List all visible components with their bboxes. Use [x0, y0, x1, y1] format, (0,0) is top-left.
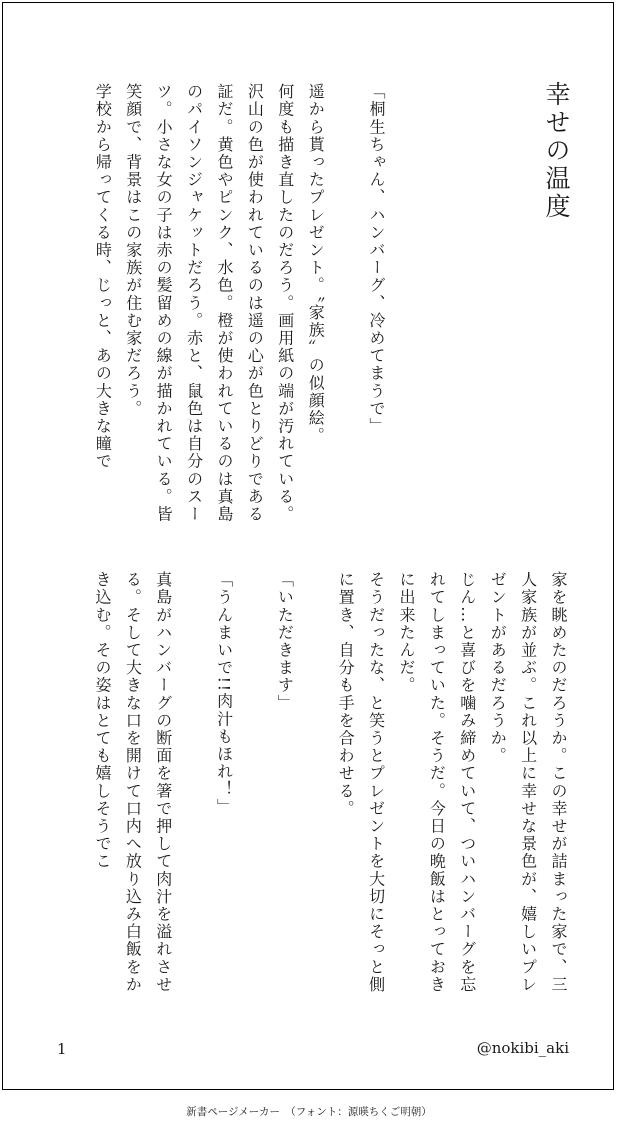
paragraph: 「うんまいで!!肉汁もほれ！」 — [214, 571, 234, 816]
paragraph: 真島がハンバーグの断面を箸で押して肉汁を溢れさせる。そして大きな口を開けて口内へ放り込み白飯をかき込む。その姿はとても嬉しそうでこ — [92, 571, 173, 994]
author-handle: @nokibi_aki — [476, 1039, 569, 1057]
blank-line — [178, 571, 208, 1006]
blank-line — [239, 571, 269, 1006]
paragraph: 家を眺めたのだろうか。この幸せが詰まった家で、三人家族が並ぶ。これ以上に幸せな景色が、嬉しいプレゼントがあるだろうか。 — [488, 571, 568, 994]
blank-line — [330, 83, 360, 528]
footer-credit: 新書ページメーカー （フォント：源暎ちくご明朝） — [186, 1106, 432, 1118]
paragraph: 何度も描き直したのだろう。画用紙の端が汚れている。沢山の色が使われているのは遥の心が色とりどりである証だ。黄色やピンク、水色。橙が使われているのは真島のパイソンジャケットだろう。赤と、鼠色は自分のスーツ。小さな女の子は赤の髪留めの線が描かれている。皆笑顔で、背景はこの家族が住む家だろう。 — [123, 83, 295, 523]
paragraph: じん…と喜びを噛み締めていて、ついハンバーグを忘れてしまっていた。そうだ。今日の晩飯はとっておきに出来たんだ。 — [396, 571, 477, 994]
paragraph: 学校から帰ってくる時、じっと、あの大きな瞳で — [93, 83, 113, 471]
manuscript-page — [2, 2, 614, 1090]
paragraph: そうだったな、と笑うとプレゼントを大切にそっと側に置き、自分も手を合わせる。 — [336, 571, 386, 994]
blank-line — [299, 571, 329, 1006]
paragraph: 遥から貰ったプレゼント。〝家族〟の似顔絵。 — [306, 83, 326, 445]
paragraph: 「桐生ちゃん、ハンバーグ、冷めてまうで」 — [367, 83, 386, 435]
text-block-lower — [55, 571, 573, 1006]
text-block-upper — [55, 83, 391, 528]
page-number: 1 — [57, 1040, 67, 1058]
story-title: 幸せの温度 — [542, 81, 571, 221]
paragraph: 「いただきます」 — [275, 571, 295, 712]
